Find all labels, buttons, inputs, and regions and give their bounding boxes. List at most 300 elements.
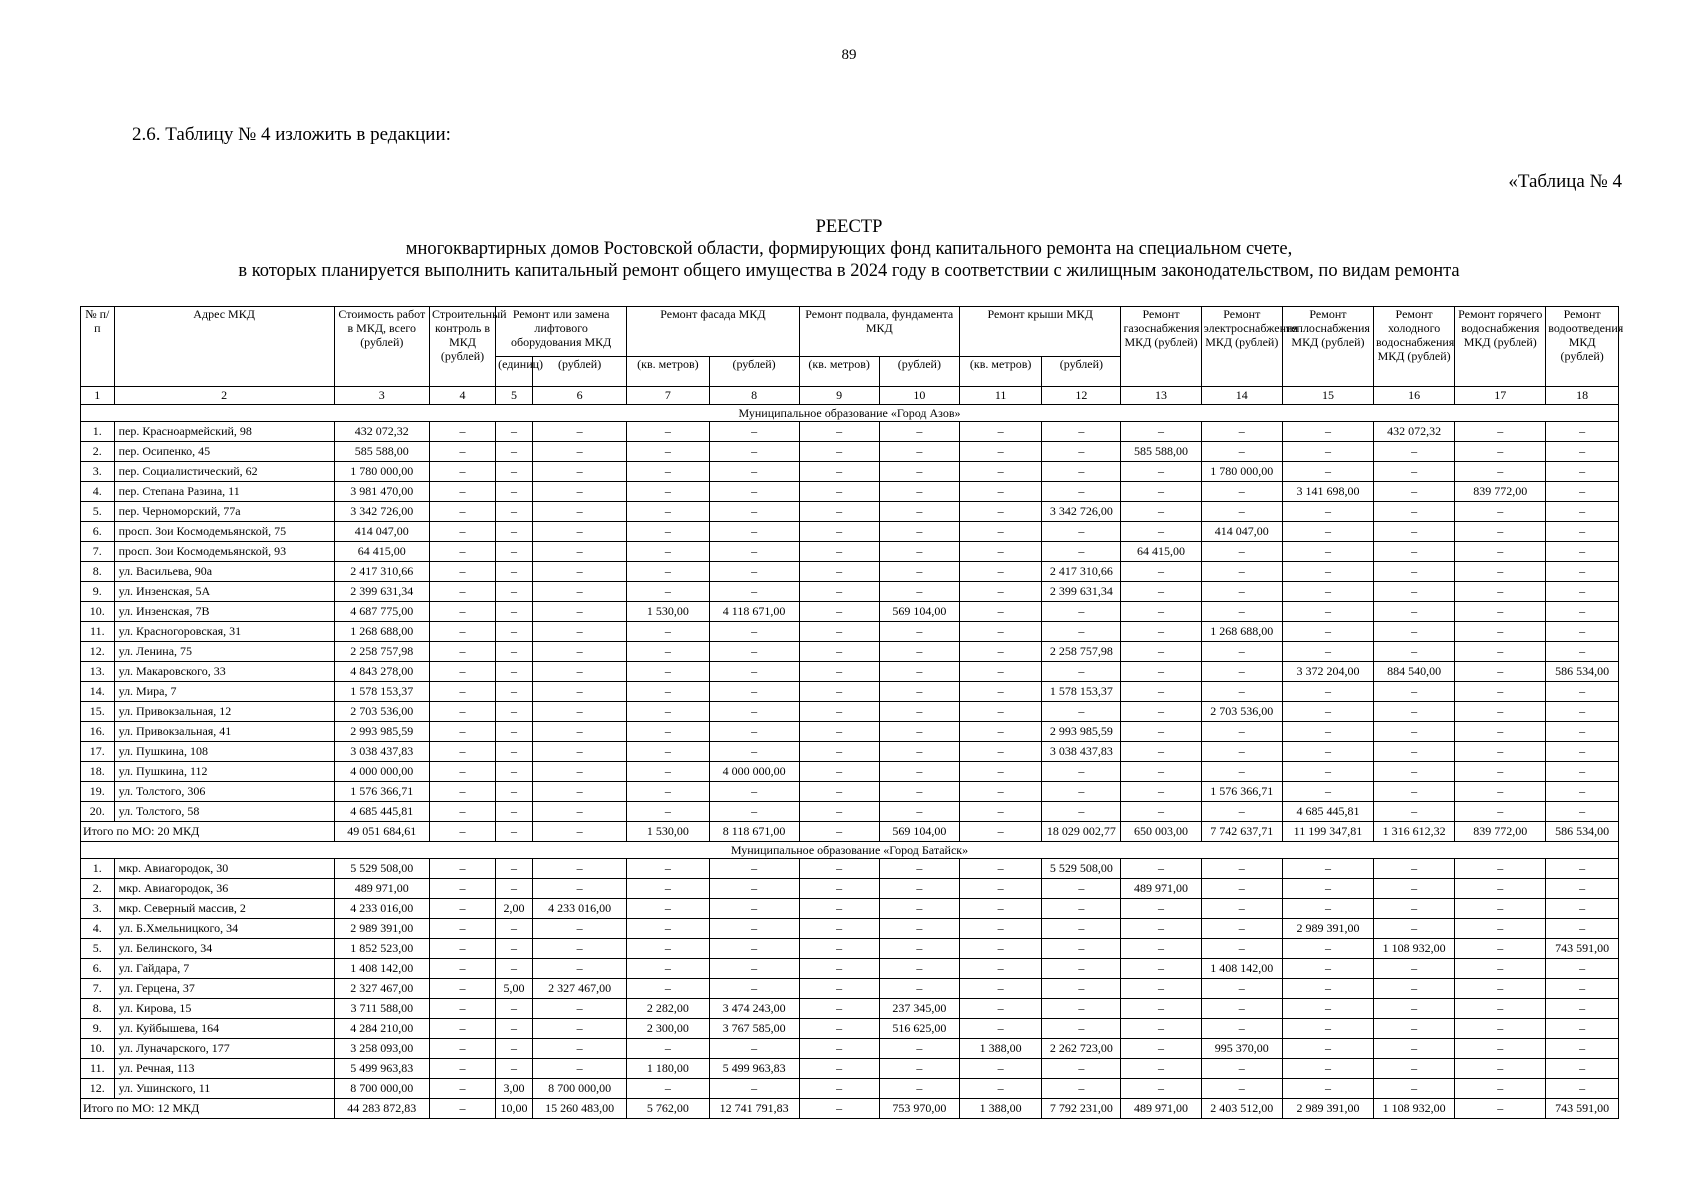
row-value: –	[532, 482, 626, 502]
row-value: –	[496, 1039, 533, 1059]
row-value: –	[532, 802, 626, 822]
row-value: –	[959, 502, 1041, 522]
row-value: –	[959, 702, 1041, 722]
row-value: –	[1455, 999, 1546, 1019]
row-number: 18.	[81, 762, 115, 782]
row-value: –	[799, 582, 879, 602]
col-header-cold-water: Ремонт холодного водоснабжения МКД (рублей)	[1373, 307, 1454, 387]
row-value: –	[1546, 642, 1619, 662]
row-value: –	[1042, 1019, 1121, 1039]
row-value: –	[1455, 522, 1546, 542]
row-value: –	[496, 802, 533, 822]
row-value: –	[429, 879, 495, 899]
section-row	[81, 405, 1619, 422]
row-value: –	[496, 742, 533, 762]
row-value: –	[959, 722, 1041, 742]
row-value: –	[1121, 682, 1201, 702]
row-value: –	[1201, 1059, 1282, 1079]
row-value: –	[799, 999, 879, 1019]
col-header-facade: Ремонт фасада МКД	[627, 307, 799, 357]
row-value: –	[1546, 979, 1619, 999]
row-value: –	[799, 762, 879, 782]
row-value: 569 104,00	[879, 602, 959, 622]
row-value: –	[879, 1079, 959, 1099]
row-value: 2 993 985,59	[1042, 722, 1121, 742]
row-value: –	[879, 979, 959, 999]
row-value: –	[709, 662, 799, 682]
row-address: ул. Красногоровская, 31	[114, 622, 334, 642]
row-value: –	[1201, 602, 1282, 622]
row-address: ул. Толстого, 58	[114, 802, 334, 822]
column-number: 16	[1373, 387, 1454, 405]
row-value: –	[879, 622, 959, 642]
row-value: –	[1201, 562, 1282, 582]
row-value: 585 588,00	[334, 442, 429, 462]
row-value: –	[879, 582, 959, 602]
row-value: 1 852 523,00	[334, 939, 429, 959]
row-value: –	[1546, 502, 1619, 522]
row-value: –	[1282, 762, 1373, 782]
row-value: –	[709, 742, 799, 762]
row-value: –	[799, 702, 879, 722]
column-number: 15	[1282, 387, 1373, 405]
row-value: –	[799, 1019, 879, 1039]
row-value: –	[627, 1079, 709, 1099]
row-value: –	[1201, 502, 1282, 522]
row-value: –	[709, 919, 799, 939]
row-value: –	[1455, 622, 1546, 642]
row-value: –	[496, 662, 533, 682]
total-label: Итого по МО: 12 МКД	[81, 1099, 335, 1119]
row-number: 20.	[81, 802, 115, 822]
table-row	[81, 682, 1619, 702]
row-number: 5.	[81, 939, 115, 959]
table-row	[81, 442, 1619, 462]
row-value: –	[429, 1019, 495, 1039]
row-value: –	[1373, 722, 1454, 742]
row-value: 2 258 757,98	[334, 642, 429, 662]
row-value: –	[496, 462, 533, 482]
row-value: –	[799, 622, 879, 642]
row-value: –	[1282, 879, 1373, 899]
row-value: –	[959, 522, 1041, 542]
row-value: 3 258 093,00	[334, 1039, 429, 1059]
row-value: –	[959, 879, 1041, 899]
row-value: –	[496, 522, 533, 542]
row-value: –	[1282, 939, 1373, 959]
row-value: –	[799, 959, 879, 979]
row-value: –	[1373, 859, 1454, 879]
column-number-row	[81, 387, 1619, 405]
row-value: –	[879, 722, 959, 742]
row-value: 4 000 000,00	[334, 762, 429, 782]
total-value: 1 108 932,00	[1373, 1099, 1454, 1119]
row-value: –	[959, 602, 1041, 622]
row-value: –	[709, 879, 799, 899]
row-value: –	[1373, 742, 1454, 762]
row-value: –	[627, 522, 709, 542]
row-value: –	[627, 859, 709, 879]
row-value: –	[1121, 702, 1201, 722]
row-value: –	[1455, 1019, 1546, 1039]
row-value: 237 345,00	[879, 999, 959, 1019]
row-address: мкр. Авиагородок, 36	[114, 879, 334, 899]
row-value: –	[1201, 859, 1282, 879]
row-value: –	[496, 582, 533, 602]
row-value: –	[532, 919, 626, 939]
row-value: –	[709, 1079, 799, 1099]
row-value: –	[1042, 462, 1121, 482]
row-value: –	[799, 422, 879, 442]
row-number: 12.	[81, 642, 115, 662]
row-value: –	[1282, 642, 1373, 662]
row-value: –	[879, 959, 959, 979]
row-value: –	[959, 442, 1041, 462]
row-value: –	[1201, 999, 1282, 1019]
row-value: –	[496, 502, 533, 522]
row-address: ул. Инзенская, 7В	[114, 602, 334, 622]
row-value: –	[799, 462, 879, 482]
section-title: Муниципальное образование «Город Азов»	[81, 405, 1619, 422]
row-value: –	[1546, 899, 1619, 919]
row-value: –	[1373, 602, 1454, 622]
row-value: –	[1546, 919, 1619, 939]
row-value: –	[1282, 859, 1373, 879]
row-value: –	[627, 462, 709, 482]
row-value: –	[532, 1019, 626, 1039]
row-value: –	[879, 462, 959, 482]
row-value: –	[1042, 802, 1121, 822]
registry-table	[80, 306, 1624, 1119]
row-address: ул. Луначарского, 177	[114, 1039, 334, 1059]
row-value: –	[1455, 642, 1546, 662]
row-value: –	[532, 542, 626, 562]
table-row	[81, 742, 1619, 762]
row-value: –	[1455, 502, 1546, 522]
row-value: 1 268 688,00	[334, 622, 429, 642]
row-value: –	[627, 422, 709, 442]
row-value: –	[879, 522, 959, 542]
row-value: –	[496, 959, 533, 979]
row-value: –	[627, 959, 709, 979]
row-value: –	[1546, 802, 1619, 822]
row-value: –	[627, 899, 709, 919]
row-value: –	[1042, 919, 1121, 939]
row-value: –	[1455, 702, 1546, 722]
row-value: –	[709, 859, 799, 879]
row-value: 1 388,00	[959, 1039, 1041, 1059]
row-value: 414 047,00	[1201, 522, 1282, 542]
row-value: –	[496, 642, 533, 662]
row-value: –	[627, 582, 709, 602]
col-header-no: № п/п	[81, 307, 115, 387]
total-value: 2 989 391,00	[1282, 1099, 1373, 1119]
row-value: –	[709, 542, 799, 562]
row-value: –	[532, 879, 626, 899]
row-value: –	[496, 859, 533, 879]
total-value: 569 104,00	[879, 822, 959, 842]
row-value: –	[1373, 542, 1454, 562]
row-value: –	[959, 482, 1041, 502]
row-value: –	[429, 562, 495, 582]
row-value: –	[799, 642, 879, 662]
row-value: 5 499 963,83	[334, 1059, 429, 1079]
col-header-facade-m: (кв. метров)	[627, 357, 709, 387]
row-value: –	[1042, 482, 1121, 502]
row-number: 5.	[81, 502, 115, 522]
row-address: ул. Пушкина, 112	[114, 762, 334, 782]
row-value: –	[1373, 482, 1454, 502]
row-value: –	[959, 1079, 1041, 1099]
row-value: –	[1373, 462, 1454, 482]
row-value: –	[879, 1039, 959, 1059]
row-address: ул. Ленина, 75	[114, 642, 334, 662]
row-value: –	[1121, 899, 1201, 919]
document-title	[0, 216, 1698, 282]
row-value: –	[879, 899, 959, 919]
row-value: –	[879, 879, 959, 899]
row-value: –	[1546, 622, 1619, 642]
row-value: –	[799, 522, 879, 542]
row-value: 3 711 588,00	[334, 999, 429, 1019]
row-value: –	[959, 542, 1041, 562]
row-address: ул. Кирова, 15	[114, 999, 334, 1019]
row-value: –	[1455, 722, 1546, 742]
total-label: Итого по МО: 20 МКД	[81, 822, 335, 842]
row-value: 432 072,32	[1373, 422, 1454, 442]
row-address: ул. Герцена, 37	[114, 979, 334, 999]
row-value: –	[1282, 979, 1373, 999]
column-number: 3	[334, 387, 429, 405]
section-row	[81, 842, 1619, 859]
row-value: –	[627, 642, 709, 662]
row-value: –	[627, 622, 709, 642]
row-value: 2 327 467,00	[532, 979, 626, 999]
row-value: –	[532, 442, 626, 462]
row-value: –	[1201, 919, 1282, 939]
row-value: –	[1455, 582, 1546, 602]
row-value: –	[1546, 722, 1619, 742]
total-value: –	[496, 822, 533, 842]
row-value: –	[879, 502, 959, 522]
row-value: –	[709, 939, 799, 959]
row-value: –	[429, 999, 495, 1019]
column-number: 17	[1455, 387, 1546, 405]
row-value: 743 591,00	[1546, 939, 1619, 959]
row-value: –	[1455, 959, 1546, 979]
title-line: РЕЕСТР	[815, 217, 883, 237]
row-value: –	[627, 919, 709, 939]
row-value: 1 780 000,00	[1201, 462, 1282, 482]
row-value: –	[709, 1039, 799, 1059]
col-header-roof-m: (кв. метров)	[959, 357, 1041, 387]
row-value: –	[429, 462, 495, 482]
row-value: –	[429, 502, 495, 522]
row-number: 17.	[81, 742, 115, 762]
row-value: –	[532, 622, 626, 642]
row-value: –	[532, 562, 626, 582]
row-number: 6.	[81, 959, 115, 979]
row-value: –	[1546, 582, 1619, 602]
row-value: –	[1546, 999, 1619, 1019]
row-value: –	[959, 802, 1041, 822]
row-value: –	[429, 662, 495, 682]
row-value: –	[429, 722, 495, 742]
row-value: 4 284 210,00	[334, 1019, 429, 1039]
table-row	[81, 602, 1619, 622]
row-value: –	[532, 502, 626, 522]
row-value: –	[1042, 979, 1121, 999]
column-number: 9	[799, 387, 879, 405]
row-value: –	[1546, 1039, 1619, 1059]
row-value: –	[1546, 542, 1619, 562]
row-value: –	[1373, 802, 1454, 822]
row-value: –	[496, 762, 533, 782]
row-value: –	[879, 802, 959, 822]
row-value: –	[1455, 422, 1546, 442]
row-address: ул. Привокзальная, 12	[114, 702, 334, 722]
row-number: 1.	[81, 859, 115, 879]
row-value: –	[1282, 502, 1373, 522]
row-address: ул. Мира, 7	[114, 682, 334, 702]
row-value: 5,00	[496, 979, 533, 999]
row-value: –	[1121, 462, 1201, 482]
row-value: 1 576 366,71	[1201, 782, 1282, 802]
row-value: –	[429, 422, 495, 442]
row-value: –	[1201, 482, 1282, 502]
total-value: 18 029 002,77	[1042, 822, 1121, 842]
row-number: 11.	[81, 622, 115, 642]
table-row	[81, 1039, 1619, 1059]
row-value: 3 474 243,00	[709, 999, 799, 1019]
row-value: 839 772,00	[1455, 482, 1546, 502]
row-value: 4 233 016,00	[532, 899, 626, 919]
row-value: –	[1201, 979, 1282, 999]
row-value: –	[1455, 802, 1546, 822]
row-value: 2 993 985,59	[334, 722, 429, 742]
row-value: –	[429, 482, 495, 502]
row-value: 489 971,00	[334, 879, 429, 899]
row-value: –	[1455, 1059, 1546, 1079]
total-value: –	[532, 822, 626, 842]
column-number: 12	[1042, 387, 1121, 405]
row-value: –	[1282, 682, 1373, 702]
row-value: –	[1455, 899, 1546, 919]
row-value: 1 408 142,00	[334, 959, 429, 979]
row-number: 4.	[81, 919, 115, 939]
row-value: –	[959, 919, 1041, 939]
row-value: 2 262 723,00	[1042, 1039, 1121, 1059]
total-value: 44 283 872,83	[334, 1099, 429, 1119]
column-number: 5	[496, 387, 533, 405]
row-value: –	[799, 782, 879, 802]
total-row	[81, 1099, 1619, 1119]
row-value: 432 072,32	[334, 422, 429, 442]
row-value: 2 282,00	[627, 999, 709, 1019]
total-value: 10,00	[496, 1099, 533, 1119]
row-value: –	[1201, 442, 1282, 462]
row-address: ул. Белинского, 34	[114, 939, 334, 959]
row-value: –	[1546, 702, 1619, 722]
row-value: –	[709, 899, 799, 919]
row-value: –	[496, 482, 533, 502]
row-number: 3.	[81, 899, 115, 919]
row-value: –	[627, 879, 709, 899]
row-value: –	[879, 482, 959, 502]
row-value: –	[1201, 939, 1282, 959]
row-value: –	[879, 662, 959, 682]
row-value: –	[1042, 702, 1121, 722]
row-value: –	[1042, 662, 1121, 682]
total-value: 1 388,00	[959, 1099, 1041, 1119]
row-value: –	[1201, 582, 1282, 602]
row-value: –	[799, 682, 879, 702]
total-value: 839 772,00	[1455, 822, 1546, 842]
row-value: –	[1546, 482, 1619, 502]
row-value: –	[1546, 422, 1619, 442]
total-value: 8 118 671,00	[709, 822, 799, 842]
col-header-gas: Ремонт газоснабжения МКД (рублей)	[1121, 307, 1201, 387]
row-value: –	[1121, 999, 1201, 1019]
row-value: –	[1121, 919, 1201, 939]
row-value: 516 625,00	[879, 1019, 959, 1039]
row-value: 1 180,00	[627, 1059, 709, 1079]
row-value: –	[1282, 999, 1373, 1019]
row-value: –	[496, 1059, 533, 1079]
table-row	[81, 919, 1619, 939]
row-value: –	[627, 662, 709, 682]
table-row	[81, 662, 1619, 682]
row-value: –	[709, 979, 799, 999]
row-number: 2.	[81, 879, 115, 899]
row-value: –	[1121, 959, 1201, 979]
row-value: –	[879, 682, 959, 702]
row-number: 13.	[81, 662, 115, 682]
row-value: –	[1455, 979, 1546, 999]
row-value: –	[879, 562, 959, 582]
row-address: ул. Толстого, 306	[114, 782, 334, 802]
row-value: –	[532, 582, 626, 602]
row-value: –	[627, 442, 709, 462]
row-value: –	[1455, 1079, 1546, 1099]
total-value: 650 003,00	[1121, 822, 1201, 842]
row-value: –	[1373, 1019, 1454, 1039]
total-value: –	[1455, 1099, 1546, 1119]
row-value: 8 700 000,00	[334, 1079, 429, 1099]
row-value: –	[1201, 879, 1282, 899]
row-value: 2 300,00	[627, 1019, 709, 1039]
total-value: –	[429, 1099, 495, 1119]
total-value: –	[429, 822, 495, 842]
row-value: 1 268 688,00	[1201, 622, 1282, 642]
row-value: –	[1546, 879, 1619, 899]
row-value: –	[496, 602, 533, 622]
row-address: ул. Куйбышева, 164	[114, 1019, 334, 1039]
row-number: 2.	[81, 442, 115, 462]
row-value: –	[959, 762, 1041, 782]
row-value: –	[1373, 979, 1454, 999]
row-value: –	[1121, 642, 1201, 662]
intro-text: 2.6. Таблицу № 4 изложить в редакции:	[132, 124, 451, 145]
row-value: 1 108 932,00	[1373, 939, 1454, 959]
row-value: –	[959, 582, 1041, 602]
row-value: –	[1042, 959, 1121, 979]
col-header-heat: Ремонт теплоснабжения МКД (рублей)	[1282, 307, 1373, 387]
row-value: –	[1042, 1059, 1121, 1079]
total-value: 2 403 512,00	[1201, 1099, 1282, 1119]
row-value: –	[709, 802, 799, 822]
row-value: –	[1455, 662, 1546, 682]
